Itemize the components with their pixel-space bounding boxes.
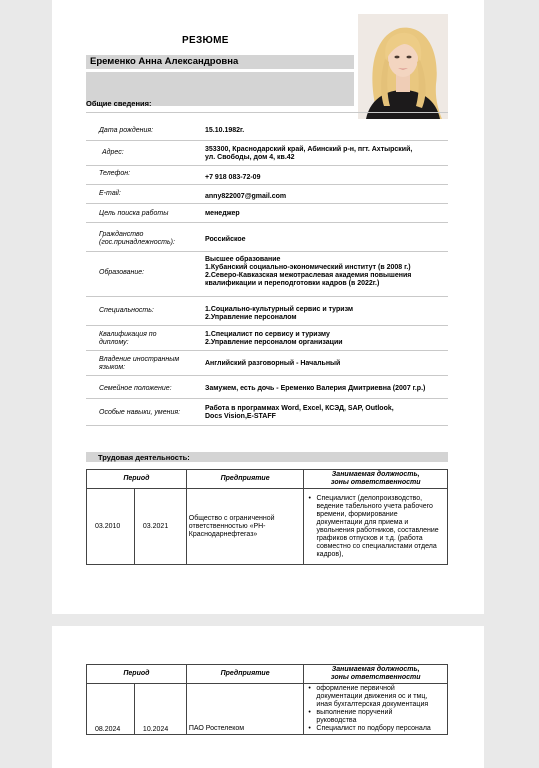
citizenship-value: Российское: [205, 236, 246, 243]
general-section-heading: Общие сведения:: [86, 99, 152, 108]
table-row: [87, 489, 448, 565]
phone-value: +7 918 083-72-09: [205, 174, 261, 181]
email-label: E-mail:: [99, 190, 121, 197]
language-value: Английский разговорный - Начальный: [205, 360, 341, 367]
work-section-heading: Трудовая деятельность:: [98, 453, 190, 462]
specialty-label: Специальность:: [99, 307, 154, 314]
list-item: • Специалист (делопроизводство, ведение табельного учета рабочего времени, формирование документации для приема и увольнения работников, составление графиков отпусков и т.д. (работа совместно со специалистами отдела кадров),: [306, 495, 445, 559]
education-label: Образование:: [99, 269, 145, 276]
company-header: Предприятие: [186, 470, 304, 489]
divider: [86, 296, 448, 297]
divider: [86, 222, 448, 223]
job-duties: [304, 489, 448, 565]
qualification-value: 1.Специалист по сервису и туризму 2.Управление персоналом организации: [205, 331, 343, 346]
skills-value: Работа в программах Word, Excel, КСЭД, SAP, Outlook, Docs Vision,E-STAFF: [205, 405, 394, 420]
period-header: Период: [87, 470, 187, 489]
language-label: Владение иностранным языком:: [99, 356, 180, 371]
list-item: • Специалист по подбору персонала: [306, 725, 445, 733]
divider: [86, 375, 448, 376]
position-header: Занимаемая должность, зоны ответственности: [304, 470, 448, 489]
job-start-date: 03.2010: [87, 489, 135, 565]
full-name: Еременко Анна Александровна: [90, 56, 239, 67]
resume-title: РЕЗЮМЕ: [182, 35, 229, 46]
skills-label: Особые навыки, умения:: [99, 409, 181, 416]
address-label: Адрес:: [102, 149, 124, 156]
divider: [86, 184, 448, 185]
resume-page-2: [52, 626, 484, 768]
birthdate-value: 15.10.1982г.: [205, 127, 245, 134]
email-value: anny822007@gmail.com: [205, 193, 287, 200]
education-value: Высшее образование 1.Кубанский социально-экономический институт (в 2008 г.) 2.Северо-Кавказская межотраслевая академия повышения квалификации и переподготовки кадров (в 2022г.): [205, 256, 412, 287]
divider: [86, 251, 448, 252]
divider: [86, 398, 448, 399]
profile-photo-illustration: [358, 14, 448, 119]
work-history-table-continued: [86, 664, 448, 735]
table-row: [87, 684, 448, 735]
marital-label: Семейное положение:: [99, 385, 172, 392]
divider: [86, 425, 448, 426]
job-goal-label: Цель поиска работы: [99, 210, 169, 217]
company-header: Предприятие: [186, 665, 304, 684]
divider: [86, 350, 448, 351]
divider: [86, 325, 448, 326]
table-header-row: [87, 665, 448, 684]
work-history-table: [86, 469, 448, 565]
birthdate-label: Дата рождения:: [99, 127, 154, 134]
list-item: • выполнение поручений руководства: [306, 709, 445, 725]
specialty-value: 1.Социально-культурный сервис и туризм 2.Управление персоналом: [205, 306, 354, 321]
job-end-date: 03.2021: [134, 489, 186, 565]
job-duties: [304, 684, 448, 735]
job-start-date: 08.2024: [87, 684, 135, 735]
list-item: • оформление первичной документации движения ос и тмц, иная бухгалтерская документация: [306, 685, 445, 709]
name-bar: [86, 55, 354, 69]
marital-value: Замужем, есть дочь - Еременко Валерия Дмитриевна (2007 г.р.): [205, 385, 426, 392]
divider: [86, 112, 448, 113]
job-company: Общество с ограниченной ответственностью «РН- Краснодарнефтегаз»: [186, 489, 304, 565]
position-header: Занимаемая должность, зоны ответственности: [304, 665, 448, 684]
divider: [86, 203, 448, 204]
work-section-bar: [86, 452, 448, 462]
job-end-date: 10.2024: [134, 684, 186, 735]
address-value: 353300, Краснодарский край, Абинский р-н, пгт. Ахтырский, ул. Свободы, дом 4, кв.42: [205, 146, 413, 161]
citizenship-label: Гражданство (гос.принадлежность):: [99, 231, 175, 246]
phone-label: Телефон:: [99, 170, 131, 177]
job-company: ПАО Ростелеком: [186, 684, 304, 735]
job-goal-value: менеджер: [205, 210, 240, 217]
table-header-row: [87, 470, 448, 489]
divider: [86, 165, 448, 166]
profile-photo: [358, 14, 448, 119]
period-header: Период: [87, 665, 187, 684]
qualification-label: Квалификация по диплому:: [99, 331, 157, 346]
resume-page-1: [52, 0, 484, 614]
divider: [86, 140, 448, 141]
